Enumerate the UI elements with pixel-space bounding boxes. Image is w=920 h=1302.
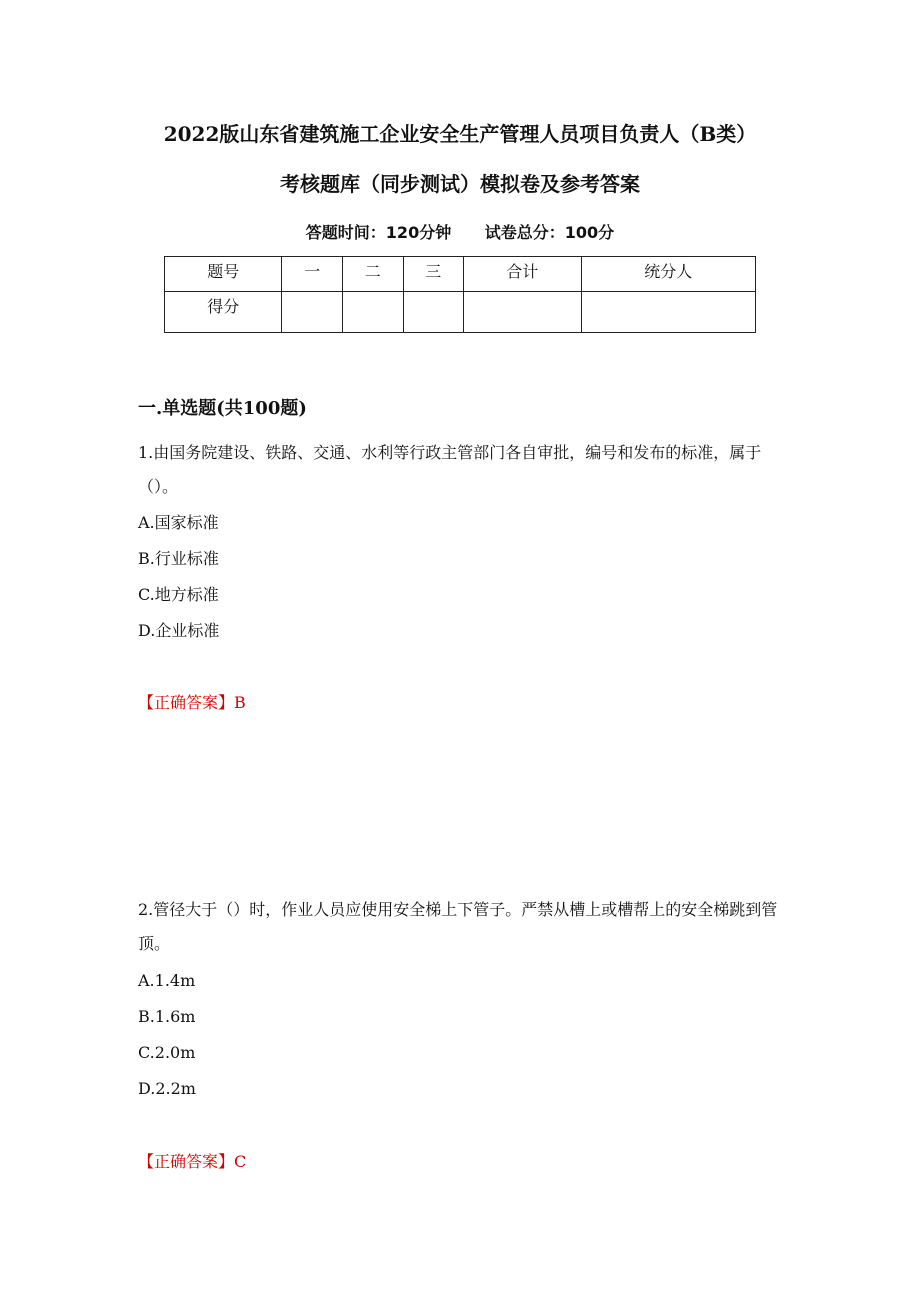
question-2-option-b: B.1.6m bbox=[138, 1007, 196, 1026]
question-2-stem: 2.管径大于（）时，作业人员应使用安全梯上下管子。严禁从槽上或槽帮上的安全梯跳到管顶。 bbox=[138, 900, 778, 953]
exam-total-score: 试卷总分：100分 bbox=[484, 223, 615, 242]
score-table bbox=[164, 256, 756, 333]
question-1-option-b: B.行业标准 bbox=[138, 549, 219, 568]
question-2-option-d: D.2.2m bbox=[138, 1079, 196, 1098]
score-table-header-cell: 一 bbox=[282, 257, 343, 292]
section-title: 一.单选题(共100题) bbox=[138, 398, 307, 419]
score-table-header-row bbox=[165, 257, 756, 292]
score-table-header-cell: 题号 bbox=[165, 257, 282, 292]
score-cell bbox=[403, 292, 464, 333]
score-cell bbox=[464, 292, 581, 333]
score-cell bbox=[343, 292, 404, 333]
exam-meta bbox=[0, 221, 920, 245]
exam-time: 答题时间：120分钟 bbox=[305, 223, 452, 242]
score-cell bbox=[581, 292, 755, 333]
document-title-line-2: 考核题库（同步测试）模拟卷及参考答案 bbox=[280, 172, 640, 196]
score-table-header-cell: 合计 bbox=[464, 257, 581, 292]
question-1-option-a: A.国家标准 bbox=[138, 513, 219, 532]
question-2-option-a: A.1.4m bbox=[138, 971, 196, 990]
question-2-option-c: C.2.0m bbox=[138, 1043, 196, 1062]
question-1-option-d: D.企业标准 bbox=[138, 621, 220, 640]
score-table-score-row bbox=[165, 292, 756, 333]
document-title-line-1: 2022版山东省建筑施工企业安全生产管理人员项目负责人（B类） bbox=[163, 122, 757, 146]
score-table-header-cell: 统分人 bbox=[581, 257, 755, 292]
question-1-answer: 【正确答案】B bbox=[138, 693, 246, 712]
score-table-row-label: 得分 bbox=[165, 292, 282, 333]
question-2-answer: 【正确答案】C bbox=[138, 1152, 247, 1171]
question-1-option-c: C.地方标准 bbox=[138, 585, 219, 604]
score-cell bbox=[282, 292, 343, 333]
score-table-header-cell: 三 bbox=[403, 257, 464, 292]
question-1-stem: 1.由国务院建设、铁路、交通、水利等行政主管部门各自审批，编号和发布的标准，属于（）。 bbox=[138, 443, 762, 496]
score-table-header-cell: 二 bbox=[343, 257, 404, 292]
